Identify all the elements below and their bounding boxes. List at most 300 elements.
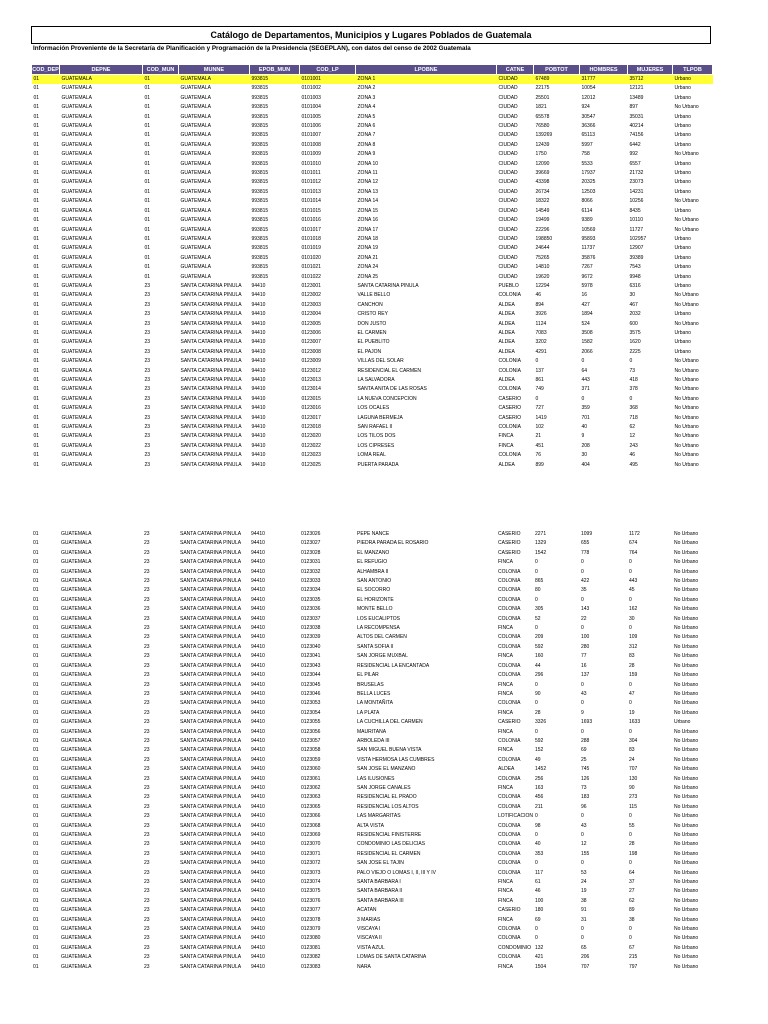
cell-cod-lp: 0123065 [301,803,321,810]
cell-catne: ALDEA [498,301,515,308]
cell-hombres: 183 [581,794,590,801]
cell-cod-mun: 23 [144,348,151,355]
cell-depne: GUATEMALA [61,728,92,735]
cell-lpobne: ZONA 8 [357,141,376,148]
cell-hombres: 36366 [581,123,596,130]
cell-depne: GUATEMALA [61,784,92,791]
cell-cod-dep: 01 [33,747,39,754]
cell-tlpob: No Urbano [674,832,699,838]
cell-mujeres: 40214 [629,123,644,130]
cell-lpobne: LOMAS DE SANTA CATARINA [357,954,427,961]
cell-tlpob: No Urbano [674,405,699,412]
cell-tlpob: No Urbano [674,442,699,449]
cell-depne: GUATEMALA [61,358,92,365]
cell-mujeres: 718 [629,414,638,421]
cell-catne: ALDEA [498,311,515,318]
table-row [31,615,712,624]
cell-hombres: 1099 [581,531,593,537]
cell-pobtot: 26734 [535,188,550,195]
table-row [32,160,713,169]
cell-lpobne: LA RECOMPENSA [357,625,400,632]
table-row [31,925,712,934]
cell-epob-mun: 993815 [251,226,269,233]
cell-catne: FINCA [498,625,513,632]
cell-pobtot: 0 [535,700,538,707]
cell-depne: GUATEMALA [61,916,92,923]
cell-catne: COLONIA [498,954,521,961]
cell-tlpob: Urbano [674,94,691,101]
cell-catne: FINCA [498,897,513,904]
cell-hombres: 9672 [581,273,593,280]
cell-lpobne: LOS TILOS DOS [357,433,396,440]
cell-munne: SANTA CATARINA PINULA [180,719,242,726]
cell-cod-lp: 0123009 [301,358,321,365]
cell-cod-lp: 0123069 [301,832,321,838]
cell-depne: GUATEMALA [61,198,92,205]
cell-catne: COLONIA [498,662,521,669]
cell-cod-dep: 01 [33,549,39,556]
cell-pobtot: 100 [535,897,544,904]
cell-cod-dep: 01 [33,916,39,923]
cell-cod-mun: 23 [144,424,151,431]
cell-hombres: 137 [581,672,590,679]
cell-lpobne: LA NUEVA CONCEPCION [357,395,417,402]
cell-cod-lp: 0101017 [301,226,321,233]
cell-lpobne: EL REFUGIO [357,559,388,566]
cell-mujeres: 45 [629,587,635,594]
cell-cod-lp: 0123055 [301,719,321,726]
cell-tlpob: No Urbano [674,954,699,961]
cell-mujeres: 0 [629,926,632,933]
table-row [32,282,713,291]
cell-lpobne: ALHAMBRA II [357,568,389,575]
cell-cod-lp: 0101008 [301,141,321,148]
cell-mujeres: 2225 [629,348,641,355]
cell-pobtot: 69 [535,916,541,923]
cell-catne: ALDEA [498,348,515,355]
cell-epob-mun: 94410 [251,367,266,374]
cell-cod-dep: 01 [33,188,40,195]
cell-tlpob: Urbano [674,179,691,186]
cell-cod-lp: 0123022 [301,442,321,449]
cell-tlpob: No Urbano [674,879,699,886]
cell-cod-dep: 01 [33,531,39,537]
table-row [31,652,712,661]
cell-tlpob: No Urbano [674,775,699,782]
cell-catne: COLONIA [498,841,521,848]
cell-hombres: 43 [581,822,587,829]
cell-cod-mun: 23 [144,606,150,613]
cell-cod-mun: 01 [144,245,151,252]
cell-cod-dep: 01 [33,737,39,744]
cell-tlpob: No Urbano [674,860,699,867]
cell-cod-lp: 0123020 [301,433,321,440]
cell-cod-lp: 0101019 [301,245,321,252]
table-row [31,916,712,925]
cell-catne: COLONIA [498,424,522,431]
cell-hombres: 5978 [581,282,593,289]
cell-cod-lp: 0123023 [301,452,321,459]
cell-munne: SANTA CATARINA PINULA [180,784,242,791]
cell-cod-dep: 01 [33,832,39,838]
cell-mujeres: 38 [629,916,635,923]
cell-mujeres: 23073 [629,179,644,186]
cell-munne: SANTA CATARINA PINULA [180,916,242,923]
cell-cod-lp: 0123062 [301,784,321,791]
cell-cod-mun: 23 [144,897,150,904]
cell-depne: GUATEMALA [61,672,92,679]
cell-catne: COLONIA [498,832,521,838]
cell-epob-mun: 94410 [251,339,266,346]
cell-catne: FINCA [498,747,513,754]
cell-mujeres: 0 [629,832,632,838]
cell-lpobne: ZONA 9 [357,151,376,158]
cell-cod-mun: 23 [144,367,151,374]
cell-catne: COLONIA [498,452,522,459]
cell-cod-dep: 01 [33,944,39,951]
cell-tlpob: No Urbano [674,784,699,791]
document-subtitle: Información Proveniente de la Secretaría de Planificación y Programación de la Presidencia (SEGEPLAN), con datos del censo de 2002 Guatemala [33,45,471,52]
cell-hombres: 3508 [581,329,593,336]
cell-pobtot: 861 [535,377,544,383]
cell-depne: GUATEMALA [61,320,92,327]
cell-cod-dep: 01 [33,264,40,271]
cell-tlpob: No Urbano [674,841,699,848]
cell-epob-mun: 94410 [251,358,266,365]
cell-hombres: 31777 [580,75,628,85]
cell-mujeres: 27 [629,888,635,895]
cell-mujeres: 6316 [629,282,641,289]
cell-catne: ALDEA [498,320,515,327]
cell-depne: GUATEMALA [61,747,92,754]
cell-catne: CASERIO [498,907,521,914]
cell-tlpob: No Urbano [674,700,699,707]
cell-pobtot: 12090 [535,160,550,167]
cell-cod-dep: 01 [33,625,39,632]
cell-mujeres: 47 [629,690,635,697]
cell-cod-lp: 0123044 [301,672,321,679]
cell-mujeres: 55 [629,822,635,829]
cell-munne: GUATEMALA [180,160,211,167]
cell-pobtot: 749 [535,386,544,393]
cell-lpobne: LAS ILUSIONES [357,775,395,782]
cell-hombres: 6114 [581,207,593,214]
cell-cod-lp: 0123001 [301,282,321,289]
cell-cod-dep: 01 [33,207,40,214]
cell-munne: SANTA CATARINA PINULA [180,653,242,660]
cell-depne: GUATEMALA [61,254,92,261]
cell-lpobne: ALTOS DEL CARMEN [357,634,407,641]
cell-depne: GUATEMALA [61,794,92,801]
cell-cod-dep: 01 [33,578,39,585]
cell-cod-lp: 0123045 [301,681,321,688]
cell-pobtot: 0 [535,625,538,632]
table-row [31,756,712,765]
cell-depne: GUATEMALA [61,170,92,177]
cell-lpobne: MONTE BELLO [357,606,393,613]
cell-hombres: 206 [581,954,590,961]
table-row [31,746,712,755]
cell-epob-mun: 94410 [251,292,266,299]
cell-hombres: 288 [581,737,590,744]
cell-lpobne: LOMA REAL [357,452,386,459]
cell-cod-dep: 01 [33,681,39,688]
cell-tlpob: No Urbano [674,766,699,773]
cell-cod-mun: 01 [144,123,151,130]
table-body-top [32,75,713,471]
cell-munne: SANTA CATARINA PINULA [180,841,242,848]
cell-hombres: 40 [581,424,588,431]
cell-cod-dep: 01 [33,151,40,158]
cell-depne: GUATEMALA [61,104,92,111]
cell-catne: COLONIA [498,615,521,622]
cell-hombres: 758 [581,151,590,158]
cell-hombres: 73 [581,784,587,791]
table-row [32,103,713,112]
cell-mujeres: 62 [629,897,635,904]
cell-munne: SANTA CATARINA PINULA [180,329,242,336]
cell-cod-dep: 01 [33,728,39,735]
cell-mujeres: 6557 [629,160,641,167]
table-row [32,197,713,206]
cell-lpobne: SANTA ANITA DE LAS ROSAS [357,386,427,393]
table-row [31,840,712,849]
cell-cod-lp: 0123053 [301,700,321,707]
cell-cod-dep: 01 [33,954,39,961]
cell-lpobne: SAN JORGE MUXBAL [357,653,408,660]
cell-cod-dep: 01 [33,775,39,782]
cell-cod-lp: 0123059 [301,756,321,763]
cell-pobtot: 2271 [535,531,547,537]
catalog-table-bottom [31,530,712,972]
cell-catne: CONDOMINIO [498,944,532,951]
cell-cod-lp: 0101001 [300,75,356,85]
cell-cod-mun: 23 [144,766,150,773]
cell-pobtot: 132 [535,944,544,951]
cell-cod-lp: 0123005 [301,320,321,327]
cell-catne: CIUDAD [498,123,518,130]
cell-catne: CIUDAD [498,188,518,195]
cell-lpobne: EL PILAR [357,672,379,679]
cell-pobtot: 43398 [535,179,550,186]
cell-mujeres: 0 [629,813,632,820]
cell-hombres: 745 [581,766,590,773]
cell-cod-lp: 0101011 [301,170,321,177]
cell-cod-dep: 01 [33,179,40,186]
cell-depne: GUATEMALA [61,625,92,632]
cell-mujeres: 159 [629,672,638,679]
table-row [32,414,713,423]
cell-cod-mun: 23 [144,461,151,468]
cell-catne: COLONIA [498,634,521,641]
cell-lpobne: 3 MARIAS [357,916,381,923]
cell-munne: SANTA CATARINA PINULA [180,549,242,556]
cell-lpobne: LOS CIPRESES [357,442,395,449]
cell-hombres: 100 [581,634,590,641]
cell-depne: GUATEMALA [61,414,92,421]
cell-cod-dep: 01 [33,226,40,233]
cell-hombres: 38 [581,897,587,904]
cell-cod-mun: 23 [144,540,150,547]
cell-hombres: 8066 [581,198,593,205]
table-row [31,934,712,943]
cell-tlpob: No Urbano [674,587,699,594]
cell-munne: SANTA CATARINA PINULA [180,700,242,707]
cell-mujeres: 0 [629,728,632,735]
cell-hombres: 5533 [581,160,593,167]
cell-hombres: 0 [581,395,585,402]
cell-pobtot: 0 [535,728,538,735]
cell-epob-mun: 94410 [251,813,265,820]
cell-epob-mun: 94410 [251,320,266,327]
cell-hombres: 16 [581,292,588,299]
cell-cod-dep: 01 [33,672,39,679]
cell-cod-mun: 23 [144,963,150,970]
cell-mujeres: 37 [629,879,635,886]
cell-depne: GUATEMALA [61,301,92,308]
cell-hombres: 10054 [581,85,596,92]
table-row [32,207,713,216]
cell-depne: GUATEMALA [61,311,92,318]
cell-cod-mun: 01 [144,170,151,177]
cell-catne: CIUDAD [498,217,518,224]
cell-pobtot: 160 [535,653,544,660]
cell-catne: FINCA [498,709,513,716]
cell-cod-mun: 01 [144,217,151,224]
cell-cod-lp: 0123034 [301,587,321,594]
cell-lpobne: LAGUNA BERMEJA [357,414,403,421]
cell-tlpob: Urbano [674,85,691,92]
cell-depne: GUATEMALA [61,756,92,763]
cell-catne: CIUDAD [498,94,518,101]
cell-cod-dep: 01 [33,813,39,820]
cell-cod-mun: 23 [144,700,150,707]
cell-cod-mun: 23 [144,747,150,754]
table-row [31,539,712,548]
cell-mujeres: 10110 [629,217,644,224]
cell-pobtot: 0 [535,935,538,942]
cell-pobtot: 67489 [534,75,580,85]
cell-depne: GUATEMALA [61,926,92,933]
cell-hombres: 1582 [581,339,593,346]
cell-catne: COLONIA [498,803,521,810]
cell-hombres: 11737 [581,245,596,252]
cell-munne: SANTA CATARINA PINULA [180,728,242,735]
table-row [32,291,713,300]
cell-munne: SANTA CATARINA PINULA [180,813,242,820]
table-row [31,831,712,840]
cell-epob-mun: 993815 [251,113,269,120]
cell-epob-mun: 94410 [251,578,265,585]
cell-cod-dep: 01 [33,452,40,459]
cell-depne: GUATEMALA [61,395,92,402]
table-row [31,605,712,614]
table-row [32,226,713,235]
cell-pobtot: 28 [535,709,541,716]
cell-cod-mun: 23 [144,756,150,763]
cell-munne: SANTA CATARINA PINULA [180,358,242,365]
table-row [31,633,712,642]
cell-cod-dep: 01 [33,662,39,669]
cell-cod-dep: 01 [33,395,40,402]
cell-depne: GUATEMALA [61,405,92,412]
table-row [32,310,713,319]
table-row [31,530,712,539]
cell-pobtot: 75265 [535,254,550,261]
cell-cod-mun: 23 [144,728,150,735]
cell-pobtot: 49 [535,756,541,763]
cell-tlpob: No Urbano [674,549,699,556]
cell-tlpob: No Urbano [674,634,699,641]
cell-hombres: 53 [581,869,587,876]
cell-epob-mun: 94410 [251,803,265,810]
cell-depne: GUATEMALA [61,207,92,214]
cell-tlpob: No Urbano [674,559,699,566]
cell-cod-lp: 0123075 [301,888,321,895]
cell-epob-mun: 94410 [251,282,266,289]
cell-munne: GUATEMALA [180,264,211,271]
cell-cod-mun: 23 [144,784,150,791]
cell-pobtot: 1542 [535,549,547,556]
cell-pobtot: 0 [535,559,538,566]
table-row [32,320,713,329]
cell-hombres: 35876 [581,254,596,261]
cell-depne: GUATEMALA [61,709,92,716]
cell-mujeres: 109 [629,634,638,641]
cell-hombres: 12503 [581,188,596,195]
cell-lpobne: VILLAS DEL SOLAR [357,358,404,365]
table-row [31,690,712,699]
cell-depne: GUATEMALA [61,907,92,914]
cell-cod-lp: 0101013 [301,188,321,195]
cell-hombres: 7267 [581,264,593,271]
cell-tlpob: No Urbano [674,424,699,431]
cell-pobtot: 44 [535,662,541,669]
cell-munne: SANTA CATARINA PINULA [180,405,242,412]
cell-epob-mun: 993815 [251,104,269,111]
cell-catne: FINCA [498,653,513,660]
cell-munne: SANTA CATARINA PINULA [180,907,242,914]
cell-depne: GUATEMALA [61,643,92,650]
cell-hombres: 19 [581,888,587,895]
cell-depne: GUATEMALA [61,264,92,271]
cell-munne: SANTA CATARINA PINULA [180,606,242,613]
cell-cod-mun: 23 [144,282,151,289]
cell-cod-mun: 01 [144,151,151,158]
table-body-bottom [31,530,712,972]
cell-depne: GUATEMALA [61,85,92,92]
cell-depne: GUATEMALA [61,329,92,336]
cell-mujeres: 28 [629,662,635,669]
cell-mujeres: 35712 [628,75,673,85]
cell-catne: FINCA [498,888,513,895]
cell-cod-dep: 01 [33,113,40,120]
cell-munne: SANTA CATARINA PINULA [180,377,242,383]
cell-hombres: 443 [581,377,590,383]
cell-epob-mun: 94410 [251,405,266,412]
cell-cod-dep: 01 [33,160,40,167]
cell-epob-mun: 94410 [251,329,266,336]
cell-tlpob: No Urbano [674,672,699,679]
cell-cod-mun: 01 [144,198,151,205]
cell-lpobne: ZONA 17 [357,226,379,233]
cell-munne: GUATEMALA [180,113,211,120]
cell-tlpob: No Urbano [674,198,699,205]
cell-cod-lp: 0123032 [301,568,321,575]
cell-hombres: 12 [581,841,587,848]
cell-munne: SANTA CATARINA PINULA [180,559,242,566]
cell-pobtot: 0 [535,596,538,603]
